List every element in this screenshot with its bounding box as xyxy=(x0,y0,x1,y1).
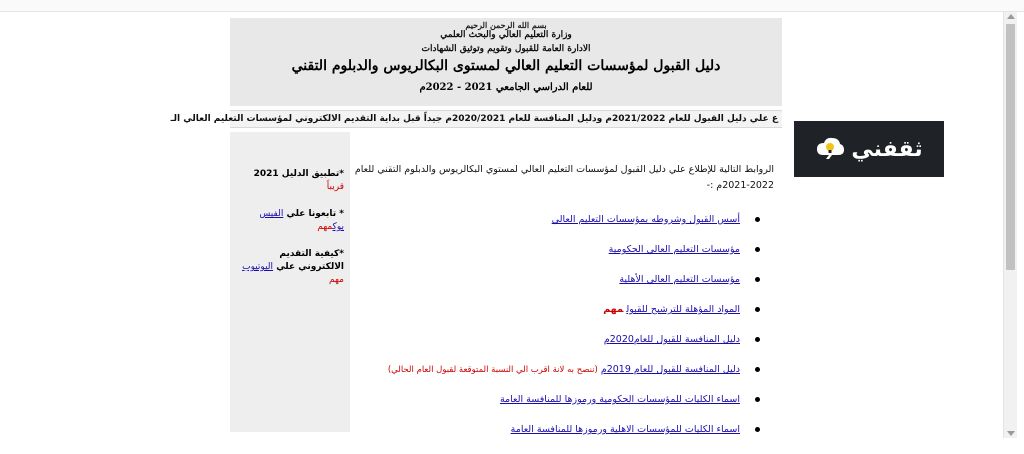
bullet-icon xyxy=(755,337,760,342)
bullet-icon xyxy=(755,427,760,432)
page-title: دليل القبول لمؤسسات التعليم العالي لمستوى البكالريوس والدبلوم التقني xyxy=(291,58,721,74)
links-list xyxy=(354,214,774,454)
recommendation-note: (ننصح به لانة اقرب الي النسبة المتوقعة لقبول العام الحالي) xyxy=(387,365,598,375)
page-header xyxy=(230,18,782,106)
list-item xyxy=(354,274,774,304)
sidebar-item-howto xyxy=(234,248,344,287)
facebook-link[interactable]: الفيس بوك xyxy=(259,209,344,232)
logo-text: ثقفني xyxy=(851,136,923,162)
site-logo[interactable] xyxy=(794,121,944,177)
header-basmala: بسم الله الرحمن الرحيم xyxy=(465,20,547,30)
sidebar xyxy=(230,132,350,432)
list-item xyxy=(354,244,774,274)
scroll-down-icon[interactable] xyxy=(1007,431,1015,436)
sidebar-follow-hot: مهم xyxy=(317,222,333,232)
list-item xyxy=(354,394,774,424)
link-private-colleges-codes[interactable]: اسماء الكليات للمؤسسات الاهلية ورموزها للمنافسة العامة xyxy=(510,424,740,435)
sidebar-follow-label: * تابعونا علي xyxy=(286,209,344,219)
sidebar-item-follow xyxy=(234,208,344,234)
scroll-thumb[interactable] xyxy=(1006,24,1015,270)
list-item xyxy=(354,424,774,454)
sidebar-app-label: *تطبيق الدليل 2021 xyxy=(253,169,344,179)
news-marquee: ع علي دليل القبول للعام 2021/2022م ودليل المنافسة للعام 2020/2021م جيداً قبل بداية التقديم الالكتروني لمؤسسات التعليم العالي الـ xyxy=(230,110,782,128)
scrollbar[interactable] xyxy=(1003,12,1017,438)
link-government-colleges-codes[interactable]: اسماء الكليات للمؤسسات الحكومية ورموزها للمنافسة العامة xyxy=(499,394,740,405)
list-item xyxy=(354,334,774,364)
link-private-institutions[interactable]: مؤسسات التعليم العالي الأهلية xyxy=(619,274,740,285)
browser-top-bar xyxy=(0,0,1024,12)
list-item xyxy=(354,304,774,334)
list-item xyxy=(354,214,774,244)
intro-text: الروابط التالية للإطلاع علي دليل القبول لمؤسسات التعليم العالي لمستوي البكالريوس والدبلوم التقني للعام 2022-2021م :- xyxy=(354,164,774,191)
bullet-icon xyxy=(755,307,760,312)
bullet-icon xyxy=(755,217,760,222)
link-competition-2019[interactable]: دليل المنافسة للقبول للعام 2019م xyxy=(600,364,740,375)
sidebar-item-app xyxy=(234,168,344,194)
link-qualifying-subjects[interactable]: المواد المؤهلة للترشيح للقبول xyxy=(626,304,740,315)
link-government-institutions[interactable]: مؤسسات التعليم العالي الحكومية xyxy=(608,244,740,255)
main-column xyxy=(354,132,782,435)
bullet-icon xyxy=(755,397,760,402)
bullet-icon xyxy=(755,277,760,282)
content-area xyxy=(230,132,782,435)
header-ministry: وزارة التعليم العالي والبحث العلمي xyxy=(440,30,572,40)
important-badge: مهم xyxy=(603,304,624,315)
link-admission-rules[interactable]: أسس القبول وشروطه بمؤسسات التعليم العالي xyxy=(551,214,740,225)
sidebar-howto-label: *كيفية التقديم الالكتروني علي xyxy=(276,249,344,272)
lightbulb-cloud-icon xyxy=(815,135,845,163)
bullet-icon xyxy=(755,247,760,252)
link-competition-2020[interactable]: دليل المنافسة للقبول للعام2020م xyxy=(603,334,740,345)
sidebar-howto-hot: مهم xyxy=(329,275,344,285)
scroll-up-icon[interactable] xyxy=(1007,14,1015,19)
header-admin: الادارة العامة للقبول وتقويم وتوثيق الشهادات xyxy=(421,44,591,54)
admission-guide-page xyxy=(170,18,782,435)
youtube-link[interactable]: اليوتيوب xyxy=(242,262,274,272)
bullet-icon xyxy=(755,367,760,372)
header-year: للعام الدراسي الجامعي 2021 - 2022م xyxy=(419,82,593,93)
list-item xyxy=(354,364,774,394)
sidebar-app-soon: قريباً xyxy=(326,182,344,192)
